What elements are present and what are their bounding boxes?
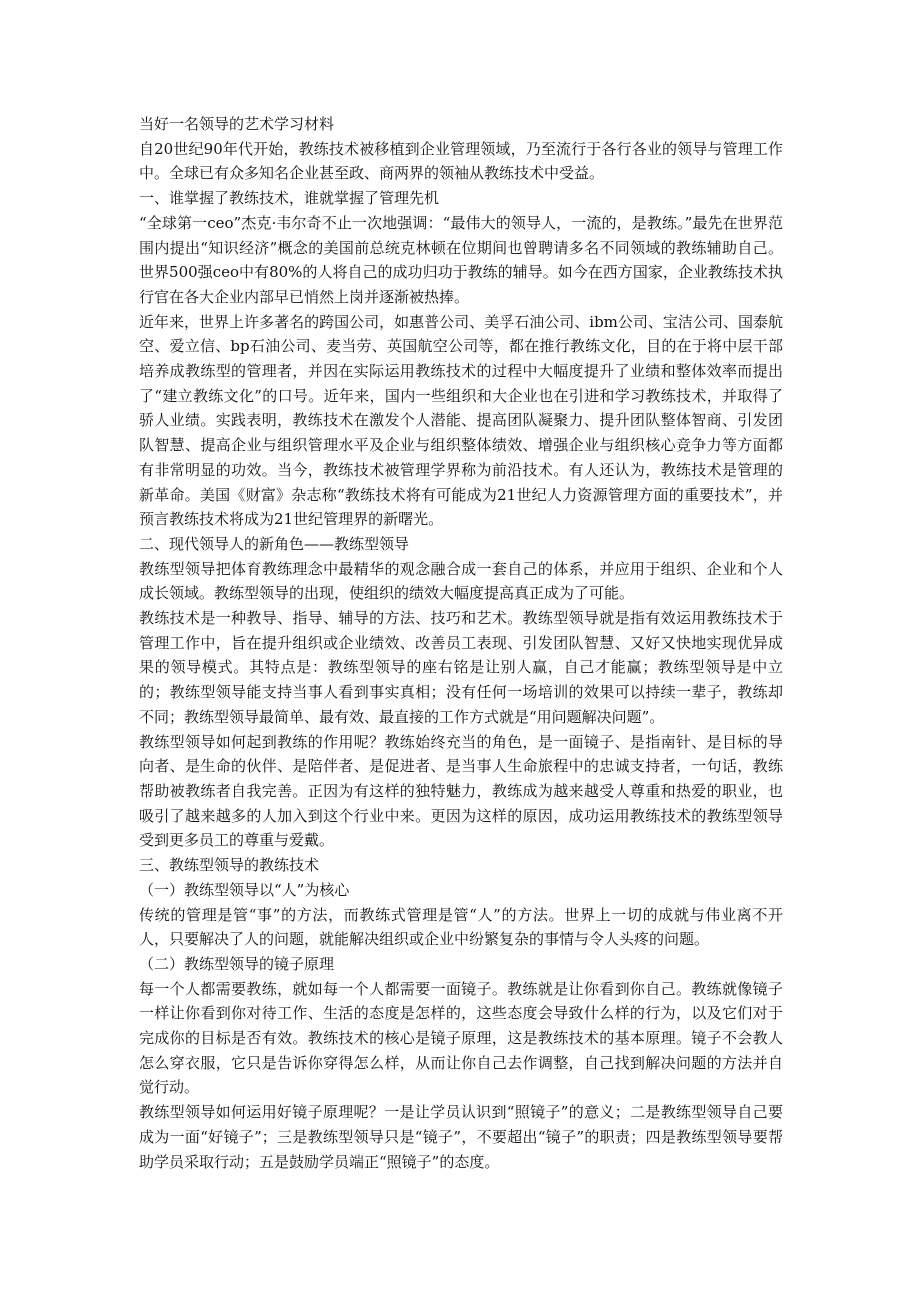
subsection-2-paragraph-2: 教练型领导如何运用好镜子原理呢？一是让学员认识到“照镜子”的意义；二是教练型领导自己要成为一面“好镜子”；三是教练型领导只是“镜子”，不要超出“镜子”的职责；四是教练型领导要帮助学员采取行动；五是鼓励学员端正“照镜子”的态度。 (139, 1103, 783, 1171)
document-page (139, 112, 783, 1174)
section-heading-1: 一、谁掌握了教练技术，谁就掌握了管理先机 (139, 189, 440, 208)
document-title: 当好一名领导的艺术学习材料 (139, 115, 335, 133)
section-2-paragraph-3: 教练型领导如何起到教练的作用呢？教练始终充当的角色，是一面镜子、是指南针、是目标的导向者、是生命的伙伴、是陪伴者、是促进者、是当事人生命旅程中的忠诚支持者，一句话，教练帮助被教练者自我完善。正因为有这样的独特魅力，教练成为越来越受人尊重和热爱的职业，也吸引了越来越多的人加入到这个行业中来。更因为这样的原因，成功运用教练技术的教练型领导受到更多员工的尊重与爱戴。 (139, 732, 783, 850)
subsection-2-paragraph-1: 每一个人都需要教练，就如每一个人都需要一面镜子。教练就是让你看到你自己。教练就像镜子一样让你看到你对待工作、生活的态度是怎样的，这些态度会导致什么样的行为，以及它们对于完成你的目标是否有效。教练技术的核心是镜子原理，这是教练技术的基本原理。镜子不会教人怎么穿衣服，它只是告诉你穿得怎么样，从而让你自己去作调整，自己找到解决问题的方法并自觉行动。 (139, 979, 783, 1097)
subsection-heading-1: （一）教练型领导以“人”为核心 (139, 880, 350, 899)
section-2-paragraph-1: 教练型领导把体育教练理念中最精华的观念融合成一套自己的体系，并应用于组织、企业和个人成长领域。教练型领导的出现，使组织的绩效大幅度提高真正成为了可能。 (139, 559, 783, 603)
subsection-1-paragraph: 传统的管理是管“事”的方法，而教练式管理是管“人”的方法。世界上一切的成就与伟业离不开人，只要解决了人的问题，就能解决组织或企业中纷繁复杂的事情与令人头疼的问题。 (139, 905, 783, 949)
section-2-paragraph-2: 教练技术是一种教导、指导、辅导的方法、技巧和艺术。教练型领导就是指有效运用教练技术于管理工作中，旨在提升组织或企业绩效、改善员工表现、引发团队智慧、又好又快地实现优异成果的领导模式。其特点是：教练型领导的座右铭是让别人赢，自己才能赢；教练型领导是中立的；教练型领导能支持当事人看到事实真相；没有任何一场培训的效果可以持续一辈子，教练却不同；教练型领导最简单、最有效、最直接的工作方式就是“用问题解决问题”。 (139, 609, 783, 726)
section-heading-3: 三、教练型领导的教练技术 (139, 856, 320, 875)
section-1-paragraph-1: “全球第一ceo”杰克·韦尔奇不止一次地强调：“最伟大的领导人，一流的，是教练。”最先在世界范围内提出“知识经济”概念的美国前总统克林顿在位期间也曾聘请多名不同领域的教练辅助自己。世界500强ceo中有80%的人将自己的成功归功于教练的辅导。如今在西方国家，企业教练技术执行官在各大企业内部早已悄然上岗并逐渐被热捧。 (139, 213, 783, 306)
section-1-paragraph-2: 近年来，世界上许多著名的跨国公司，如惠普公司、美孚石油公司、ibm公司、宝洁公司、国泰航空、爱立信、bp石油公司、麦当劳、英国航空公司等，都在推行教练文化，目的在于将中层干部培养成教练型的管理者，并因在实际运用教练技术的过程中大幅度提升了业绩和整体效率而提出了“建立教练文化”的口号。近年来，国内一些组织和大企业也在引进和学习教练技术，并取得了骄人业绩。实践表明，教练技术在激发个人潜能、提高团队凝聚力、提升团队整体智商、引发团队智慧、提高企业与组织管理水平及企业与组织整体绩效、增强企业与组织核心竞争力等方面都有非常明显的功效。当今，教练技术被管理学界称为前沿技术。有人还认为，教练技术是管理的新革命。美国《财富》杂志称“教练技术将有可能成为21世纪人力资源管理方面的重要技术”，并预言教练技术将成为21世纪管理界的新曙光。 (139, 312, 783, 529)
intro-paragraph: 自20世纪90年代开始，教练技术被移植到企业管理领域，乃至流行于各行各业的领导与管理工作中。全球已有众多知名企业甚至政、商两界的领袖从教练技术中受益。 (139, 139, 783, 183)
subsection-heading-2: （二）教练型领导的镜子原理 (139, 954, 335, 973)
section-heading-2: 二、现代领导人的新角色——教练型领导 (139, 534, 410, 553)
